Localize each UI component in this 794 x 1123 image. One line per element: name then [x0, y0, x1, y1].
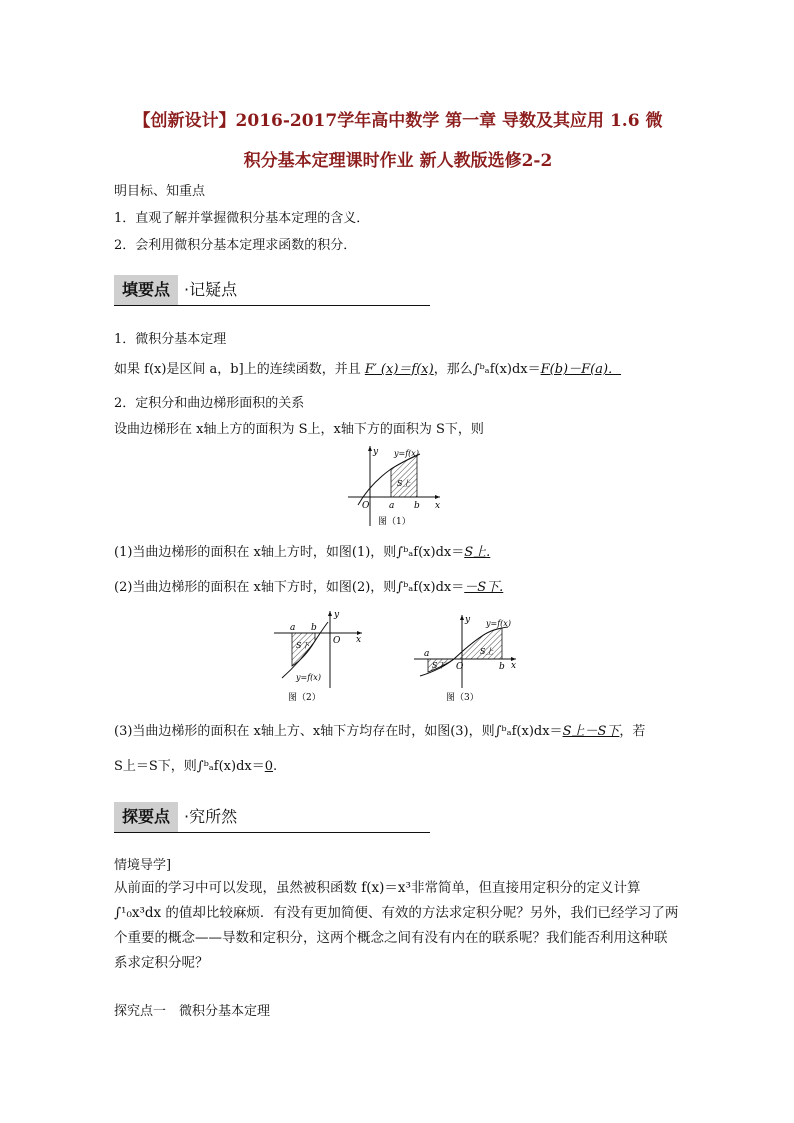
case-3-line-2: [114, 755, 277, 774]
case-2-answer: －S下.: [464, 580, 504, 595]
area-setup-text: 设曲边梯形在 x轴上方的面积为 S上，x轴下方的面积为 S下，则: [114, 422, 484, 437]
theorem-text-mid: ，那么∫ᵇₐf(x)dx＝: [433, 362, 541, 377]
x-label: x: [511, 661, 517, 671]
document-title-line-1: 【创新设计】2016-2017学年高中数学 第一章 导数及其应用 1.6 微: [133, 111, 663, 131]
case-1-pre: (1)当曲边梯形的面积在 x轴上方时，如图(1)，则∫ᵇₐf(x)dx＝: [114, 545, 465, 560]
objective-item-2: 2．会利用微积分基本定理求函数的积分．: [114, 238, 357, 253]
section-label: ·究所然: [184, 807, 238, 826]
x-label: x: [356, 635, 362, 645]
case-3-line2-answer: 0: [264, 759, 274, 774]
intro-paragraph: 从前面的学习中可以发现，虽然被积函数 f(x)＝x³非常简单，但直接用定积分的定义计算∫¹₀x³dx 的值却比较麻烦．有没有更加简便、有效的方法求定积分呢？另外，我们已经学习了两个重要的概念——导数和定积分，这两个概念之间有没有内在的联系呢？我们能否利用这种联系求定积分呢？: [114, 880, 679, 971]
document-title-line-2: 积分基本定理课时作业 新人教版选修2-2: [243, 151, 553, 171]
origin-label: O: [456, 662, 464, 672]
area-label-below: S下: [432, 661, 446, 670]
case-3-text: [114, 720, 645, 739]
case-3-post: ，若: [619, 724, 646, 739]
explore-point-1: 探究点一 微积分基本定理: [114, 1004, 271, 1019]
case-2-pre: (2)当曲边梯形的面积在 x轴下方时，如图(2)，则∫ᵇₐf(x)dx＝: [114, 580, 465, 595]
section-tag: 填要点: [114, 275, 178, 305]
origin-label: O: [362, 501, 370, 511]
case-3-pre: (3)当曲边梯形的面积在 x轴上方、x轴下方均存在时，如图(3)，则∫ᵇₐf(x)dx＝: [114, 724, 563, 739]
curve-label: y=f(x): [394, 449, 419, 458]
theorem-statement: [114, 358, 621, 377]
objectives-heading: 明目标、知重点: [114, 184, 206, 199]
figure-2: [270, 608, 370, 708]
y-label: y: [334, 610, 340, 620]
figure-caption: 图（1）: [378, 517, 411, 527]
curve-label: y=f(x): [296, 673, 321, 682]
section-banner-explore: [114, 802, 430, 833]
origin-label: O: [333, 636, 341, 646]
theorem-text-pre: 如果 f(x)是区间 a，b]上的连续函数，并且: [114, 362, 365, 377]
b-label: b: [414, 501, 420, 511]
area-label: S下: [296, 641, 310, 650]
figure-3: [410, 612, 525, 708]
a-label: a: [290, 623, 296, 633]
section-banner-key-points: [114, 275, 430, 306]
objective-item-1: 1．直观了解并掌握微积分基本定理的含义．: [114, 211, 370, 226]
area-label: S上: [397, 479, 411, 488]
area-region-above: [454, 628, 502, 659]
y-label: y: [465, 615, 471, 625]
figure-1: [340, 442, 450, 530]
intro-heading: 情境导学]: [114, 858, 172, 873]
figure-caption: 图（3）: [446, 693, 479, 703]
b-label: b: [311, 623, 317, 633]
curve-label: y=f(x): [486, 619, 511, 628]
case-3-line2-post: .: [273, 759, 278, 774]
b-label: b: [499, 662, 505, 672]
section-label: ·记疑点: [184, 280, 238, 299]
subheading-fundamental-theorem: 1．微积分基本定理: [114, 332, 227, 347]
case-2-text: [114, 576, 503, 595]
area-label-above: S上: [480, 647, 494, 656]
y-label: y: [373, 447, 379, 457]
a-label: a: [424, 649, 430, 659]
theorem-blank-2: F(b)－F(a)．: [540, 362, 622, 377]
x-label: x: [435, 501, 441, 511]
section-tag: 探要点: [114, 802, 178, 832]
case-1-text: [114, 541, 490, 560]
a-label: a: [389, 501, 395, 511]
case-3-answer: S上－S下: [562, 724, 620, 739]
subheading-area-relation: 2．定积分和曲边梯形面积的关系: [114, 396, 305, 411]
figure-caption: 图（2）: [288, 693, 321, 703]
theorem-blank-1: F′ (x)＝f(x): [364, 362, 434, 377]
case-1-answer: S上.: [464, 545, 491, 560]
case-3-line2-pre: S上＝S下，则∫ᵇₐf(x)dx＝: [114, 759, 265, 774]
